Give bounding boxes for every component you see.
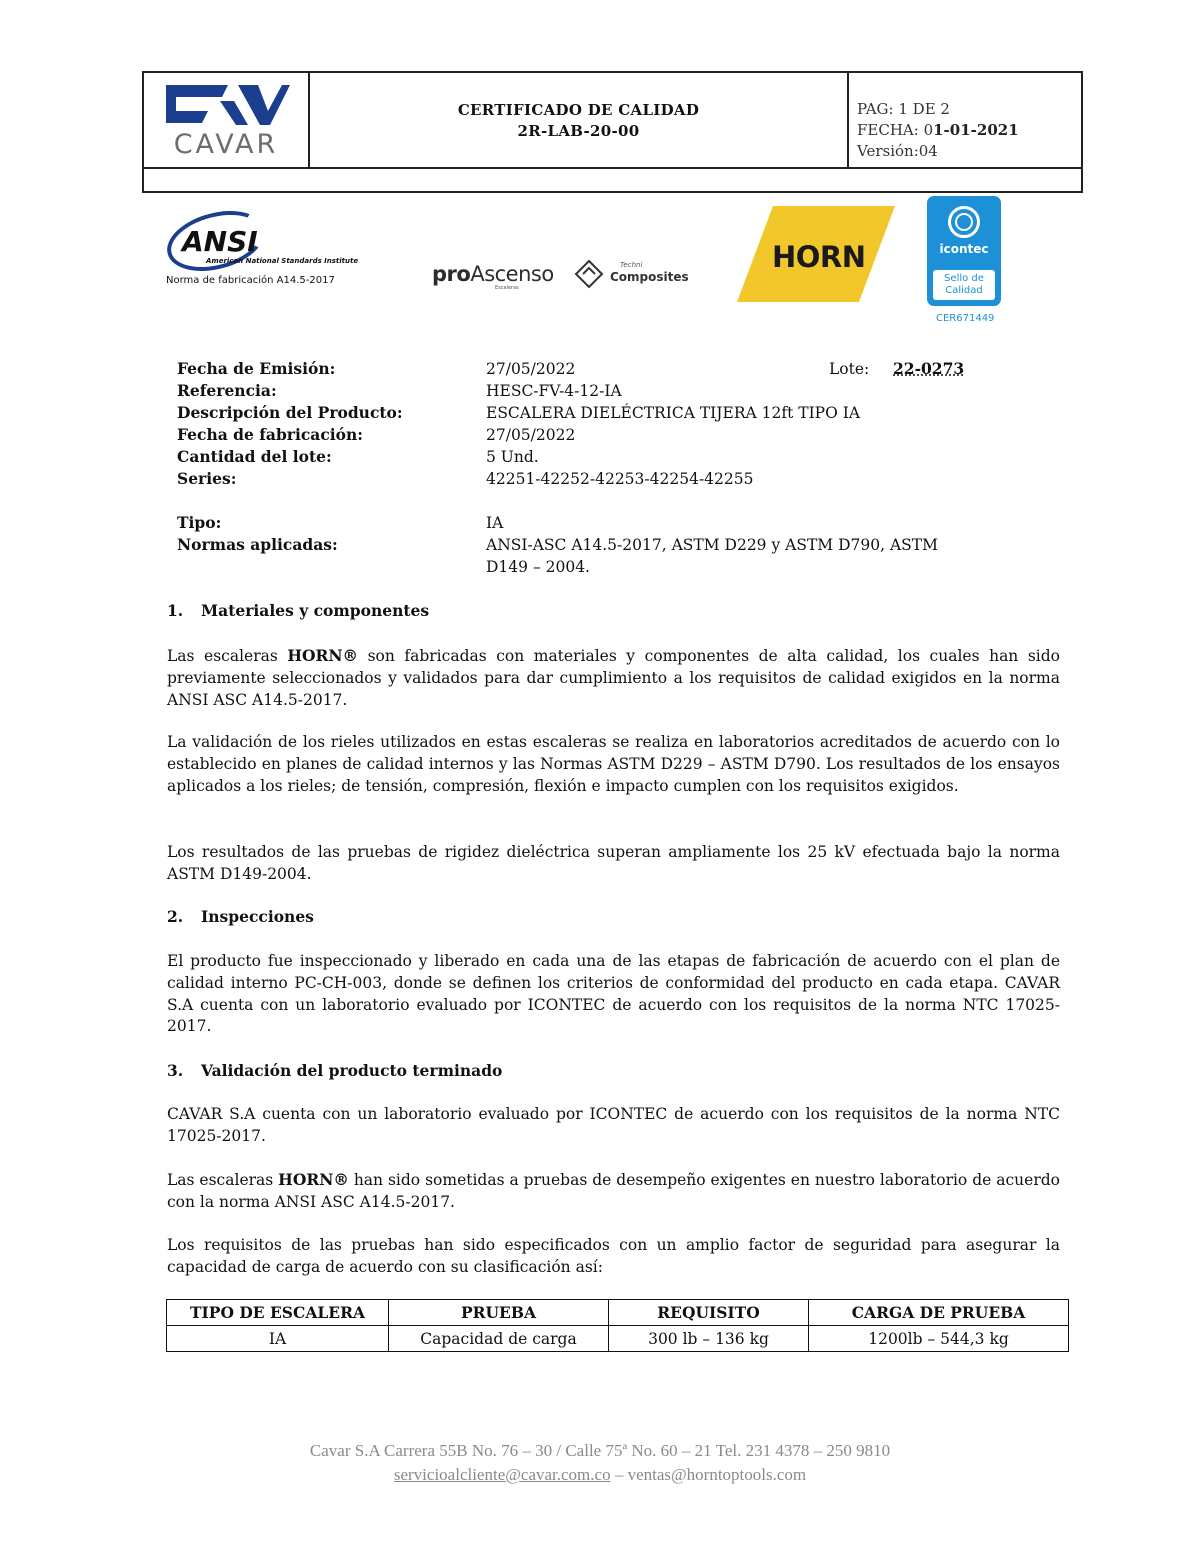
table-cell: Capacidad de carga [389,1326,609,1352]
section-3-heading: 3. Validación del producto terminado [167,1061,503,1080]
document-date: FECHA: 01-01-2021 [857,121,1019,139]
table-cell: 1200lb – 544,3 kg [809,1326,1069,1352]
certificate-title: CERTIFICADO DE CALIDAD [457,101,700,119]
table-header: CARGA DE PRUEBA [809,1300,1069,1326]
ansi-logo [160,205,360,295]
table-header: PRUEBA [389,1300,609,1326]
document-meta-cell [849,73,1081,169]
section-1-paragraph-2: La validación de los rieles utilizados en estas escaleras se realiza en laboratorios acreditados de acuerdo con lo establecido en planes de calidad internos y las Normas ASTM D229 – ASTM D790. Los resultados de los ensayos aplicados a los rieles; de tensión, compresión, flexión e impacto cumplen con los requisitos exigidos. [167,733,1060,795]
table-header: REQUISITO [609,1300,809,1326]
section-1-paragraph-1: Las escaleras HORN® son fabricadas con materiales y componentes de alta calidad, los cuales han sido previamente seleccionados y validados para dar cumplimiento a los requisitos de calidad exigidos en la norma ANSI ASC A14.5-2017. [167,646,1060,709]
section-3-paragraph-1: CAVAR S.A cuenta con un laboratorio evaluado por ICONTEC de acuerdo con los requisitos de la norma NTC 17025-2017. [167,1105,1060,1145]
proascenso-logo: proAscenso [432,262,554,286]
section-1-paragraph-3: Los resultados de las pruebas de rigidez dieléctrica superan ampliamente los 25 kV efectuada bajo la norma ASTM D149-2004. [167,843,1060,883]
ansi-logo-text: ANSI [182,225,258,258]
sales-email: ventas@horntoptools.com [627,1465,807,1484]
normas-value: ANSI-ASC A14.5-2017, ASTM D229 y ASTM D790, ASTM [486,536,938,554]
certificate-title-cell [310,73,849,169]
descripcion-value: ESCALERA DIELÉCTRICA TIJERA 12ft TIPO IA [486,404,861,422]
icontec-logo [927,196,1001,306]
icontec-certificate-number: CER671449 [936,313,995,324]
techni-composites-logo: Composites [610,270,689,284]
section-1-heading: 1. Materiales y componentes [167,601,430,620]
icontec-seal: Sello de Calidad [933,270,995,300]
ansi-norma-text: Norma de fabricación A14.5-2017 [166,275,335,286]
document-header [142,71,1083,193]
table-header-row [167,1300,1069,1326]
table-cell: 300 lb – 136 kg [609,1326,809,1352]
section-2-heading: 2. Inspecciones [167,907,314,926]
page-number: PAG: 1 DE 2 [857,100,950,118]
table-header: TIPO DE ESCALERA [167,1300,389,1326]
lote-value: 22-0273 [893,359,965,378]
header-row [144,73,1081,169]
fecha-emision-value: 27/05/2022 [486,360,576,378]
certificate-code: 2R-LAB-20-00 [517,122,640,140]
document-version: Versión:04 [857,142,938,160]
cantidad-value: 5 Und. [486,448,539,466]
techni-composites-icon [574,259,604,289]
icontec-name: icontec [939,242,989,256]
section-2-paragraph-1: El producto fue inspeccionado y liberado en cada una de las etapas de fabricación de acuerdo con el plan de calidad interno PC-CH-003, donde se definen los criterios de conformidad del producto en cada etapa. CAVAR S.A cuenta con un laboratorio evaluado por ICONTEC de acuerdo con los requisitos de la norma NTC 17025-2017. [167,952,1060,1036]
section-3-paragraph-2: Las escaleras HORN® han sido sometidas a pruebas de desempeño exigentes en nuestro laboratorio de acuerdo con la norma ANSI ASC A14.5-2017. [167,1170,1060,1211]
icontec-inner-ring-icon [955,213,973,231]
cavar-logo-cell [144,73,310,169]
tipo-value: IA [486,514,504,532]
cavar-logo-text: CAVAR [173,129,279,160]
ansi-subtitle: American National Standards Institute [206,257,359,265]
customer-service-email-link[interactable]: servicioalcliente@cavar.com.co [393,1465,611,1484]
table-cell: IA [167,1326,389,1352]
table-row [167,1326,1069,1352]
lote-label: Lote: [829,360,870,378]
proascenso-subtitle: Escaleras [495,285,519,291]
section-3-paragraph-3: Los requisitos de las pruebas han sido especificados con un amplio factor de seguridad para asegurar la capacidad de carga de acuerdo con su clasificación así: [167,1236,1060,1276]
series-value: 42251-42252-42253-42254-42255 [486,470,754,488]
normas-value-cont: D149 – 2004. [486,558,590,576]
horn-logo-text: HORN [772,240,866,274]
techni-label: Techni [620,261,643,269]
fecha-emision-label: Fecha de Emisión: [177,359,336,378]
fabricacion-value: 27/05/2022 [486,426,576,444]
referencia-value: HESC-FV-4-12-IA [486,382,622,400]
footer-address: Cavar S.A Carrera 55B No. 76 – 30 / Calle 75ª No. 60 – 21 Tel. 231 4378 – 250 9810 [309,1441,891,1460]
load-test-table [166,1299,1069,1352]
footer-contact: servicioalcliente@cavar.com.co – ventas@horntoptools.com [393,1465,807,1484]
